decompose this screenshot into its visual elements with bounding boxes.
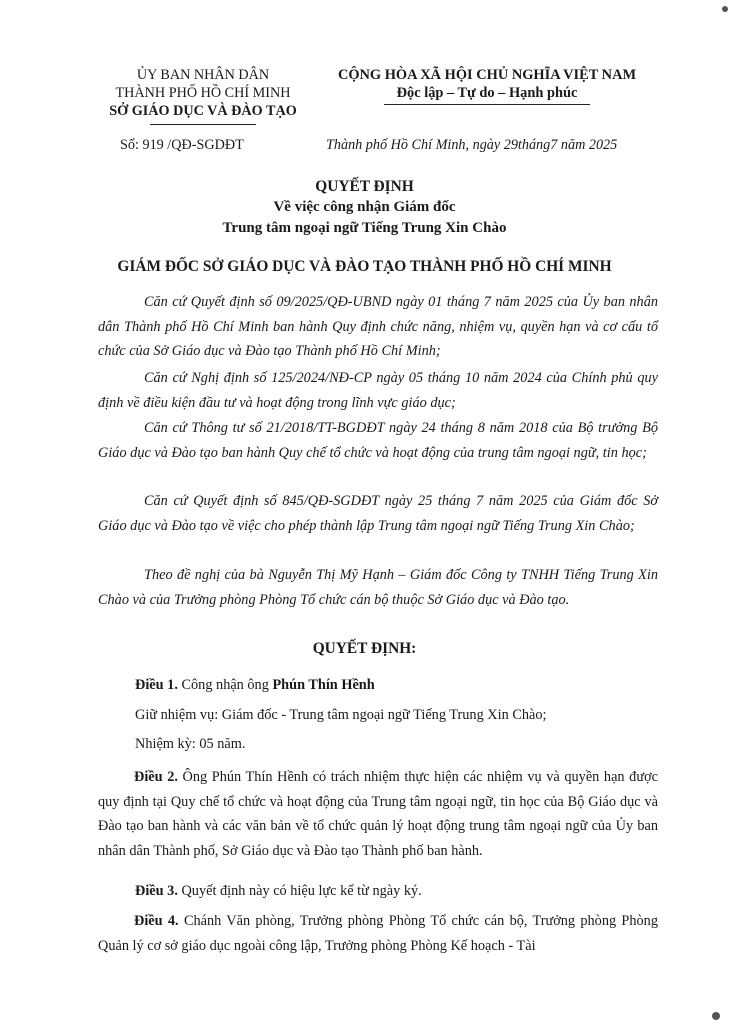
nation-line-2: Độc lập – Tự do – Hạnh phúc	[396, 85, 578, 101]
document-date: Thành phố Hồ Chí Minh, ngày 29tháng7 năm 2025	[326, 137, 618, 153]
issuing-authority	[98, 66, 308, 120]
header-underline-left	[150, 124, 256, 125]
header-underline-right	[384, 104, 590, 105]
org-line-1: ỦY BAN NHÂN DÂN	[136, 67, 270, 83]
article-2	[98, 765, 658, 863]
article-3	[135, 883, 422, 900]
basis-paragraph: Căn cứ Quyết định số 845/QĐ-SGDĐT ngày 25 tháng 7 năm 2025 của Giám đốc Sở Giáo dục và Đào tạo về việc cho phép thành lập Trung tâm ngoại ngữ Tiếng Trung Xin Chào;	[98, 493, 658, 534]
basis-paragraph: Theo đề nghị của bà Nguyễn Thị Mỹ Hạnh – Giám đốc Công ty TNHH Tiếng Trung Xin Chào và của Trưởng phòng Phòng Tổ chức cán bộ thuộc Sở Giáo dục và Đào tạo.	[98, 567, 658, 608]
appointee-name: Phún Thín Hềnh	[272, 677, 375, 693]
authority-heading: GIÁM ĐỐC SỞ GIÁO DỤC VÀ ĐÀO TẠO THÀNH PHỐ HỒ CHÍ MINH	[117, 258, 612, 275]
article-2-text: Ông Phún Thín Hềnh có trách nhiệm thực hiện các nhiệm vụ và quyền hạn được quy định tại Quy chế tổ chức và hoạt động của Trung tâm ngoại ngữ, tin học của Bộ Giáo dục và Đào tạo ban hành và các văn bản về tổ chức quản lý hoạt động trung tâm ngoại ngữ của Ủy ban nhân dân Thành phố, Sở Giáo dục và Đào tạo Thành phố ban hành.	[98, 769, 658, 859]
basis-paragraph: Căn cứ Quyết định số 09/2025/QĐ-UBND ngày 01 tháng 7 năm 2025 của Ủy ban nhân dân Thành phố Hồ Chí Minh ban hành Quy định chức năng, nhiệm vụ, quyền hạn và cơ cấu tổ chức của Sở Giáo dục và Đào tạo Thành phố Hồ Chí Minh;	[98, 294, 658, 360]
scan-mark	[712, 1012, 720, 1020]
decision-heading: QUYẾT ĐỊNH:	[312, 640, 417, 657]
article-4-text: Chánh Văn phòng, Trưởng phòng Phòng Tổ chức cán bộ, Trưởng phòng Phòng Quản lý cơ sở giáo dục ngoài công lập, Trưởng phòng Phòng Kế hoạch - Tài	[98, 913, 658, 954]
basis-paragraph: Căn cứ Nghị định số 125/2024/NĐ-CP ngày 05 tháng 10 năm 2024 của Chính phủ quy định về điều kiện đầu tư và hoạt động trong lĩnh vực giáo dục;	[98, 370, 658, 411]
article-1-term: Nhiệm kỳ: 05 năm.	[135, 736, 246, 752]
org-line-2: THÀNH PHỐ HỒ CHÍ MINH	[115, 85, 291, 101]
nation-line-1: CỘNG HÒA XÃ HỘI CHỦ NGHĨA VIỆT NAM	[337, 67, 637, 83]
article-1-label: Điều 1.	[135, 677, 178, 693]
document-number: Số: 919 /QĐ-SGDĐT	[120, 137, 244, 153]
article-1-duty: Giữ nhiệm vụ: Giám đốc - Trung tâm ngoại ngữ Tiếng Trung Xin Chào;	[135, 707, 547, 723]
article-2-label: Điều 2.	[134, 769, 178, 785]
article-3-text: Quyết định này có hiệu lực kể từ ngày ký.	[181, 883, 422, 899]
article-3-label: Điều 3.	[135, 883, 178, 899]
basis-paragraph: Căn cứ Thông tư số 21/2018/TT-BGDĐT ngày 24 tháng 8 năm 2018 của Bộ trưởng Bộ Giáo dục và Đào tạo ban hành Quy chế tổ chức và hoạt động của trung tâm ngoại ngữ, tin học;	[98, 420, 658, 461]
document-kind: QUYẾT ĐỊNH	[315, 178, 414, 195]
article-4	[98, 909, 658, 958]
article-1	[135, 677, 375, 694]
subject-line-2: Trung tâm ngoại ngữ Tiếng Trung Xin Chào	[222, 220, 507, 236]
org-line-3: SỞ GIÁO DỤC VÀ ĐÀO TẠO	[109, 103, 297, 119]
article-4-label: Điều 4.	[134, 913, 179, 929]
subject-line-1: Về việc công nhận Giám đốc	[273, 199, 456, 215]
scan-mark	[722, 6, 728, 12]
national-motto	[328, 66, 646, 102]
article-1-text: Công nhận ông	[181, 677, 269, 693]
